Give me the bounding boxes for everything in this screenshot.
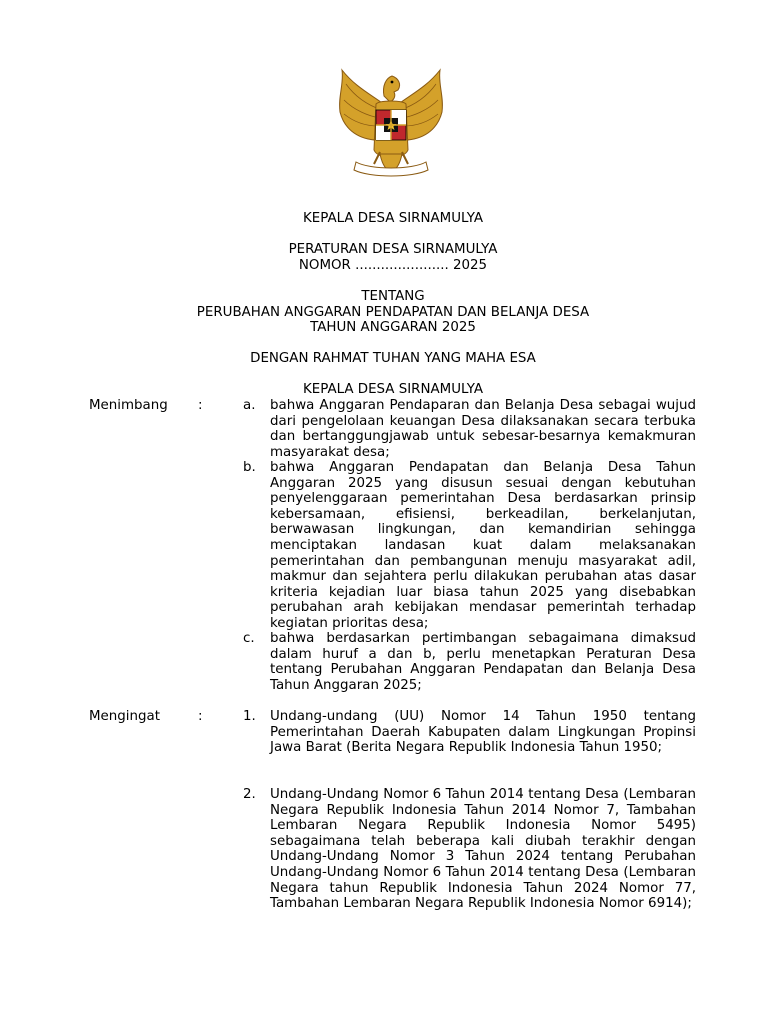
menimbang-item-text: bahwa Anggaran Pendapatan dan Belanja Desa Tahun Anggaran 2025 yang disusun sesuai dengan kebutuhan penyelenggaraan pemerintahan Desa berdasarkan prinsip kebersamaan, efisiensi, berkeadilan, berkelanjutan, berwawasan lingkungan, dan kemandirian sehingga menciptakan landasan kuat dalam melaksanakan pemerintahan dan pembangunan menuju masyarakat adil, makmur dan sejahtera perlu dilakukan perubahan atas dasar kriteria kejadian luar biasa tahun 2025 yang disebabkan perubahan arah kebijakan mendasar pemerintah terhadap kegiatan prioritas desa; (270, 460, 696, 631)
menimbang-item-marker: a. (243, 398, 256, 413)
issuing-authority: KEPALA DESA SIRNAMULYA (302, 211, 483, 226)
invocation: DENGAN RAHMAT TUHAN YANG MAHA ESA (250, 351, 536, 366)
menimbang-colon: : (198, 398, 203, 413)
mengingat-label: Mengingat (89, 709, 160, 724)
mengingat-item-marker: 2. (243, 787, 256, 802)
regulation-title: PERATURAN DESA SIRNAMULYA (288, 242, 498, 257)
mengingat-colon: : (198, 709, 203, 724)
about-label: TENTANG (361, 289, 425, 304)
mengingat-item-marker: 1. (243, 709, 256, 724)
menimbang-item-marker: b. (243, 460, 256, 475)
menimbang-item-marker: c. (243, 631, 255, 646)
issuing-authority-repeat: KEPALA DESA SIRNAMULYA (302, 382, 483, 397)
mengingat-item-text: Undang-Undang Nomor 6 Tahun 2014 tentang Desa (Lembaran Negara Republik Indonesia Tahun 2014 Nomor 7, Tambahan Lembaran Negara Republik Indonesia Nomor 5495) sebagaimana telah beberapa kali diubah terakhir dengan Undang-Undang Nomor 3 Tahun 2024 tentang Perubahan Undang-Undang Nomor 6 Tahun 2014 tentang Desa (Lembaran Negara tahun Republik Indonesia Tahun 2024 Nomor 77, Tambahan Lembaran Negara Republik Indonesia Nomor 6914); (270, 787, 696, 912)
subject-line-2: TAHUN ANGGARAN 2025 (310, 320, 476, 335)
menimbang-item-text: bahwa berdasarkan pertimbangan sebagaimana dimaksud dalam huruf a dan b, perlu menetapkan Peraturan Desa tentang Perubahan Anggaran Pendapatan dan Belanja Desa Tahun Anggaran 2025; (270, 631, 696, 693)
menimbang-item-text: bahwa Anggaran Pendaparan dan Belanja Desa sebagai wujud dari pengelolaan keuangan Desa dilaksanakan secara terbuka dan bertanggungjawab untuk sebesar-besarnya kemakmuran masyarakat desa; (270, 398, 696, 460)
garuda-pancasila-emblem (334, 66, 448, 182)
menimbang-label: Menimbang (89, 398, 168, 413)
regulation-number: NOMOR ...................... 2025 (298, 258, 488, 273)
mengingat-item-text: Undang-undang (UU) Nomor 14 Tahun 1950 tentang Pemerintahan Daerah Kabupaten dalam Lingkungan Propinsi Jawa Barat (Berita Negara Republik Indonesia Tahun 1950; (270, 709, 696, 756)
subject-line-1: PERUBAHAN ANGGARAN PENDAPATAN DAN BELANJA DESA (196, 305, 590, 320)
